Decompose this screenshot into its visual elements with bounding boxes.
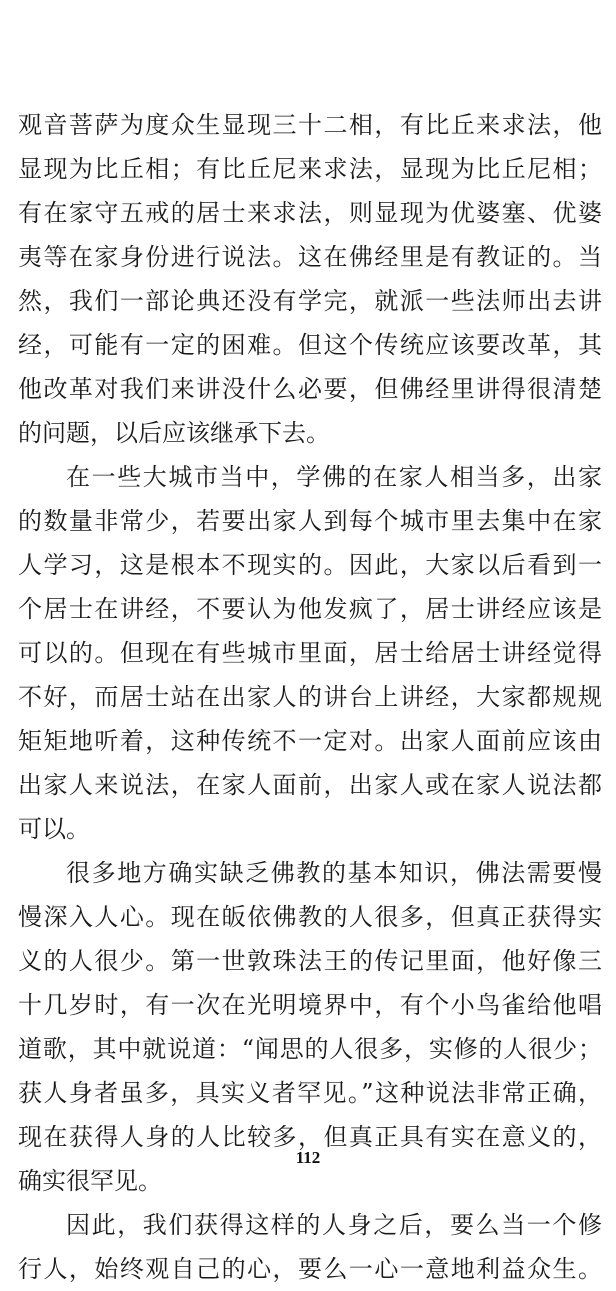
text-line: 慢深入人心。现在皈依佛教的人很多，但真正获得实 [18,903,602,931]
text-line: 他改革对我们来讲没什么必要，但佛经里讲得很清楚 [18,375,602,403]
text-line: 义的人很少。第一世敦珠法王的传记里面，他好像三 [18,947,602,975]
text-line: 夷等在家身份进行说法。这在佛经里是有教证的。当 [18,243,602,271]
text-line: 观音菩萨为度众生显现三十二相，有比丘来求法，他 [18,111,602,139]
text-line: 因此，我们获得这样的人身之后，要么当一个修 [66,1211,602,1239]
text-line: 显现为比丘相；有比丘尼来求法，显现为比丘尼相； [18,155,602,183]
text-line: 确实很罕见。 [18,1167,162,1195]
text-line: 很多地方确实缺乏佛教的基本知识，佛法需要慢 [66,859,602,887]
text-line: 个居士在讲经，不要认为他发疯了，居士讲经应该是 [18,595,602,623]
text-line: 矩矩地听着，这种传统不一定对。出家人面前应该由 [18,727,602,755]
paragraph [18,103,602,455]
text-line: 行人，始终观自己的心，要么一心一意地利益众生。 [18,1255,602,1283]
text-line: 的数量非常少，若要出家人到每个城市里去集中在家 [18,507,602,535]
text-line: 经，可能有一定的困难。但这个传统应该要改革，其 [18,331,602,359]
text-line: 可以的。但现在有些城市里面，居士给居士讲经觉得 [18,639,602,667]
text-line: 道歌，其中就说道：“闻思的人很多，实修的人很少； [18,1035,602,1063]
paragraph [18,455,602,851]
paragraph [18,1203,602,1291]
text-line: 出家人来说法，在家人面前，出家人或在家人说法都 [18,771,602,799]
text-line: 有在家守五戒的居士来求法，则显现为优婆塞、优婆 [18,199,602,227]
text-line: 的问题，以后应该继承下去。 [18,419,330,447]
body-text [18,103,602,1291]
text-line: 现在获得人身的人比较多，但真正具有实在意义的， [18,1123,602,1151]
page-number: 112 [295,1148,321,1167]
text-line: 十几岁时，有一次在光明境界中，有个小鸟雀给他唱 [18,991,602,1019]
text-line: 然，我们一部论典还没有学完，就派一些法师出去讲 [18,287,602,315]
text-line: 人学习，这是根本不现实的。因此，大家以后看到一 [18,551,602,579]
text-line: 在一些大城市当中，学佛的在家人相当多，出家 [66,463,602,491]
text-line: 不好，而居士站在出家人的讲台上讲经，大家都规规 [18,683,602,711]
text-line: 获人身者虽多，具实义者罕见。”这种说法非常正确， [18,1079,602,1107]
text-line: 可以。 [18,815,90,843]
